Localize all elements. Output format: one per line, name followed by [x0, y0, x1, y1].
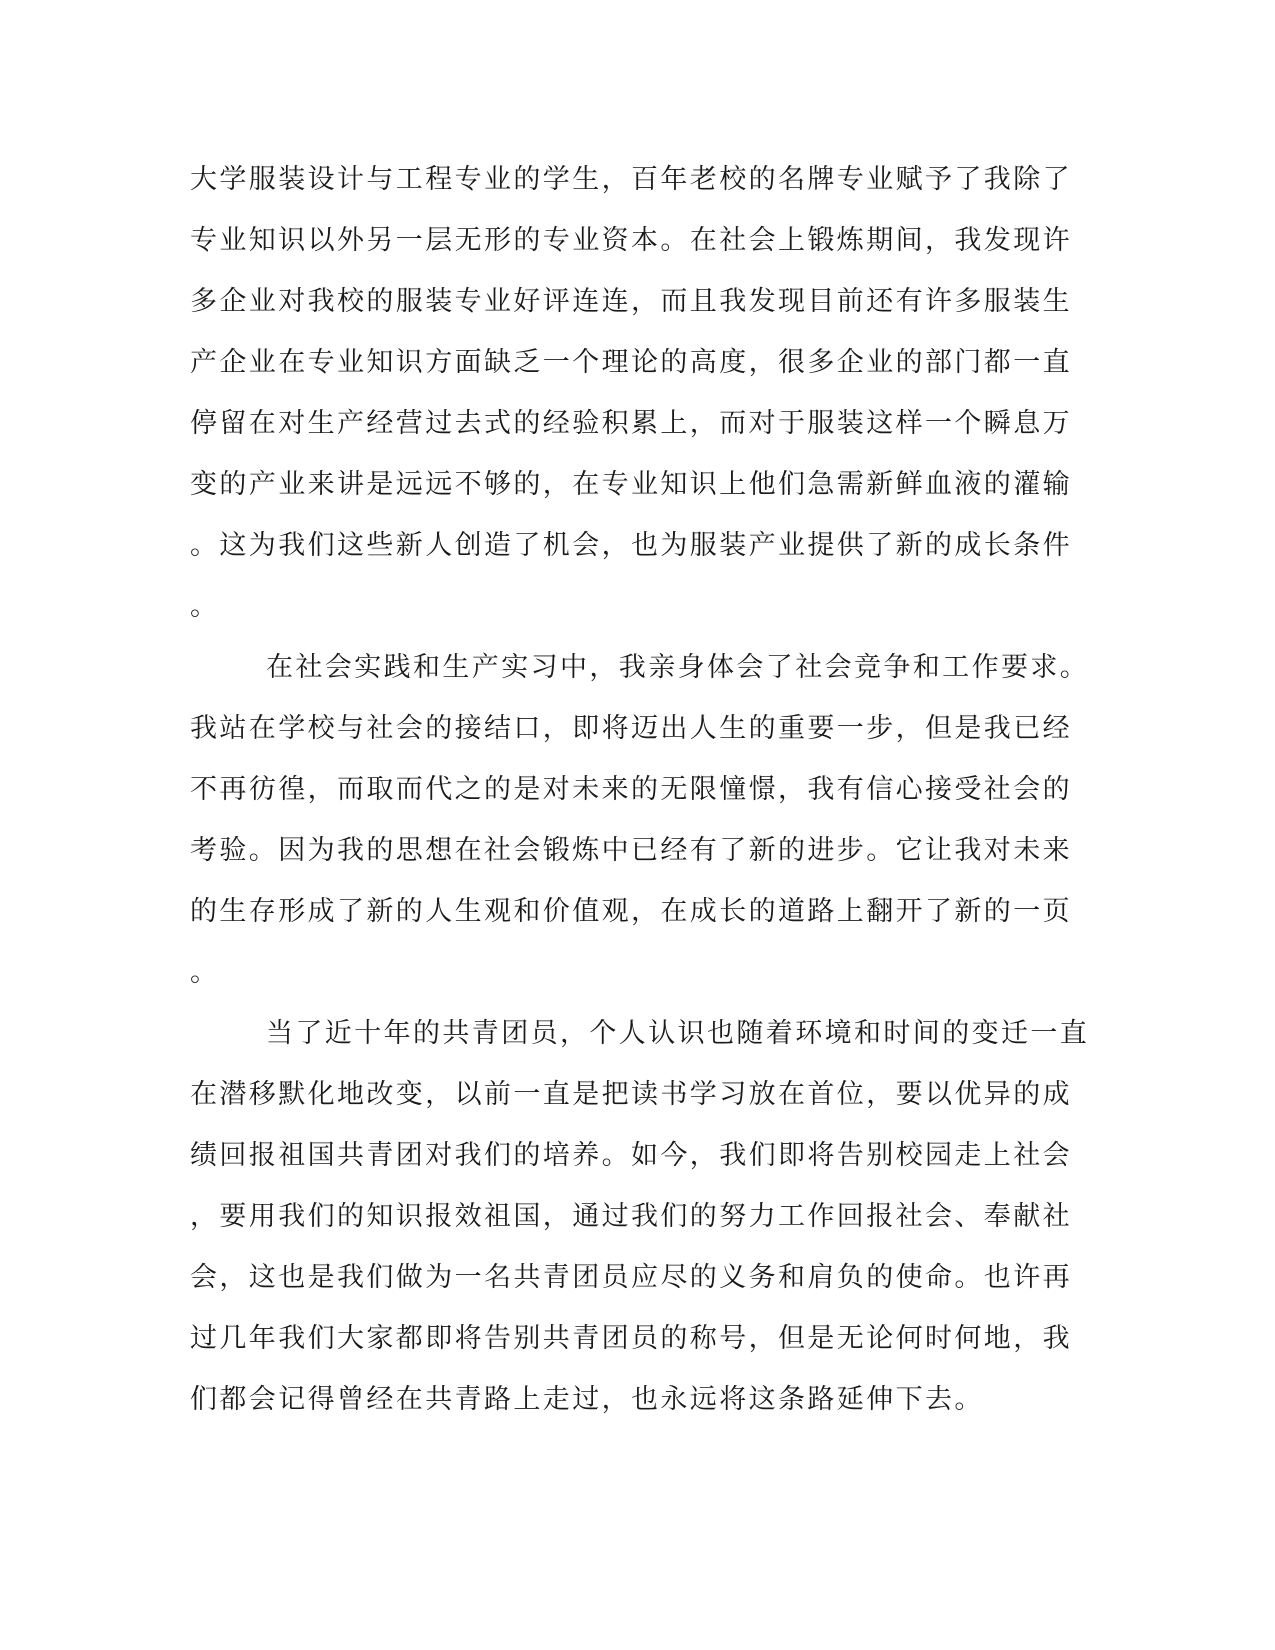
text-line: 变的产业来讲是远远不够的，在专业知识上他们急需新鲜血液的灌输	[190, 469, 1072, 500]
text-line: 们都会记得曾经在共青路上走过，也永远将这条路延伸下去。	[190, 1384, 984, 1415]
text-line: 过几年我们大家都即将告别共青团员的称号，但是无论何时何地，我	[190, 1323, 1072, 1354]
text-line: 停留在对生产经营过去式的经验积累上，而对于服装这样一个瞬息万	[190, 408, 1072, 439]
text-line: 多企业对我校的服装专业好评连连，而且我发现目前还有许多服装生	[190, 286, 1072, 317]
paragraph-first-line: 在社会实践和生产实习中，我亲身体会了社会竞争和工作要求。	[266, 652, 1090, 683]
text-line: ，要用我们的知识报效祖国，通过我们的努力工作回报社会、奉献社	[190, 1201, 1072, 1232]
text-line: 。	[190, 591, 220, 622]
paragraph-first-line: 当了近十年的共青团员，个人认识也随着环境和时间的变迁一直	[266, 1018, 1090, 1049]
text-line: 我站在学校与社会的接结口，即将迈出人生的重要一步，但是我已经	[190, 713, 1072, 744]
text-line: 专业知识以外另一层无形的专业资本。在社会上锻炼期间，我发现许	[190, 225, 1072, 256]
text-line: 的生存形成了新的人生观和价值观，在成长的道路上翻开了新的一页	[190, 896, 1072, 927]
text-line: 会，这也是我们做为一名共青团员应尽的义务和肩负的使命。也许再	[190, 1262, 1072, 1293]
text-line: 。这为我们这些新人创造了机会，也为服装产业提供了新的成长条件	[190, 530, 1072, 561]
text-line: 产企业在专业知识方面缺乏一个理论的高度，很多企业的部门都一直	[190, 347, 1072, 378]
text-line: 在潜移默化地改变，以前一直是把读书学习放在首位，要以优异的成	[190, 1079, 1072, 1110]
text-line: 考验。因为我的思想在社会锻炼中已经有了新的进步。它让我对未来	[190, 835, 1072, 866]
text-line: 。	[190, 957, 220, 988]
text-line: 绩回报祖国共青团对我们的培养。如今，我们即将告别校园走上社会	[190, 1140, 1072, 1171]
text-line: 大学服装设计与工程专业的学生，百年老校的名牌专业赋予了我除了	[190, 164, 1072, 195]
text-line: 不再彷徨，而取而代之的是对未来的无限憧憬，我有信心接受社会的	[190, 774, 1072, 805]
